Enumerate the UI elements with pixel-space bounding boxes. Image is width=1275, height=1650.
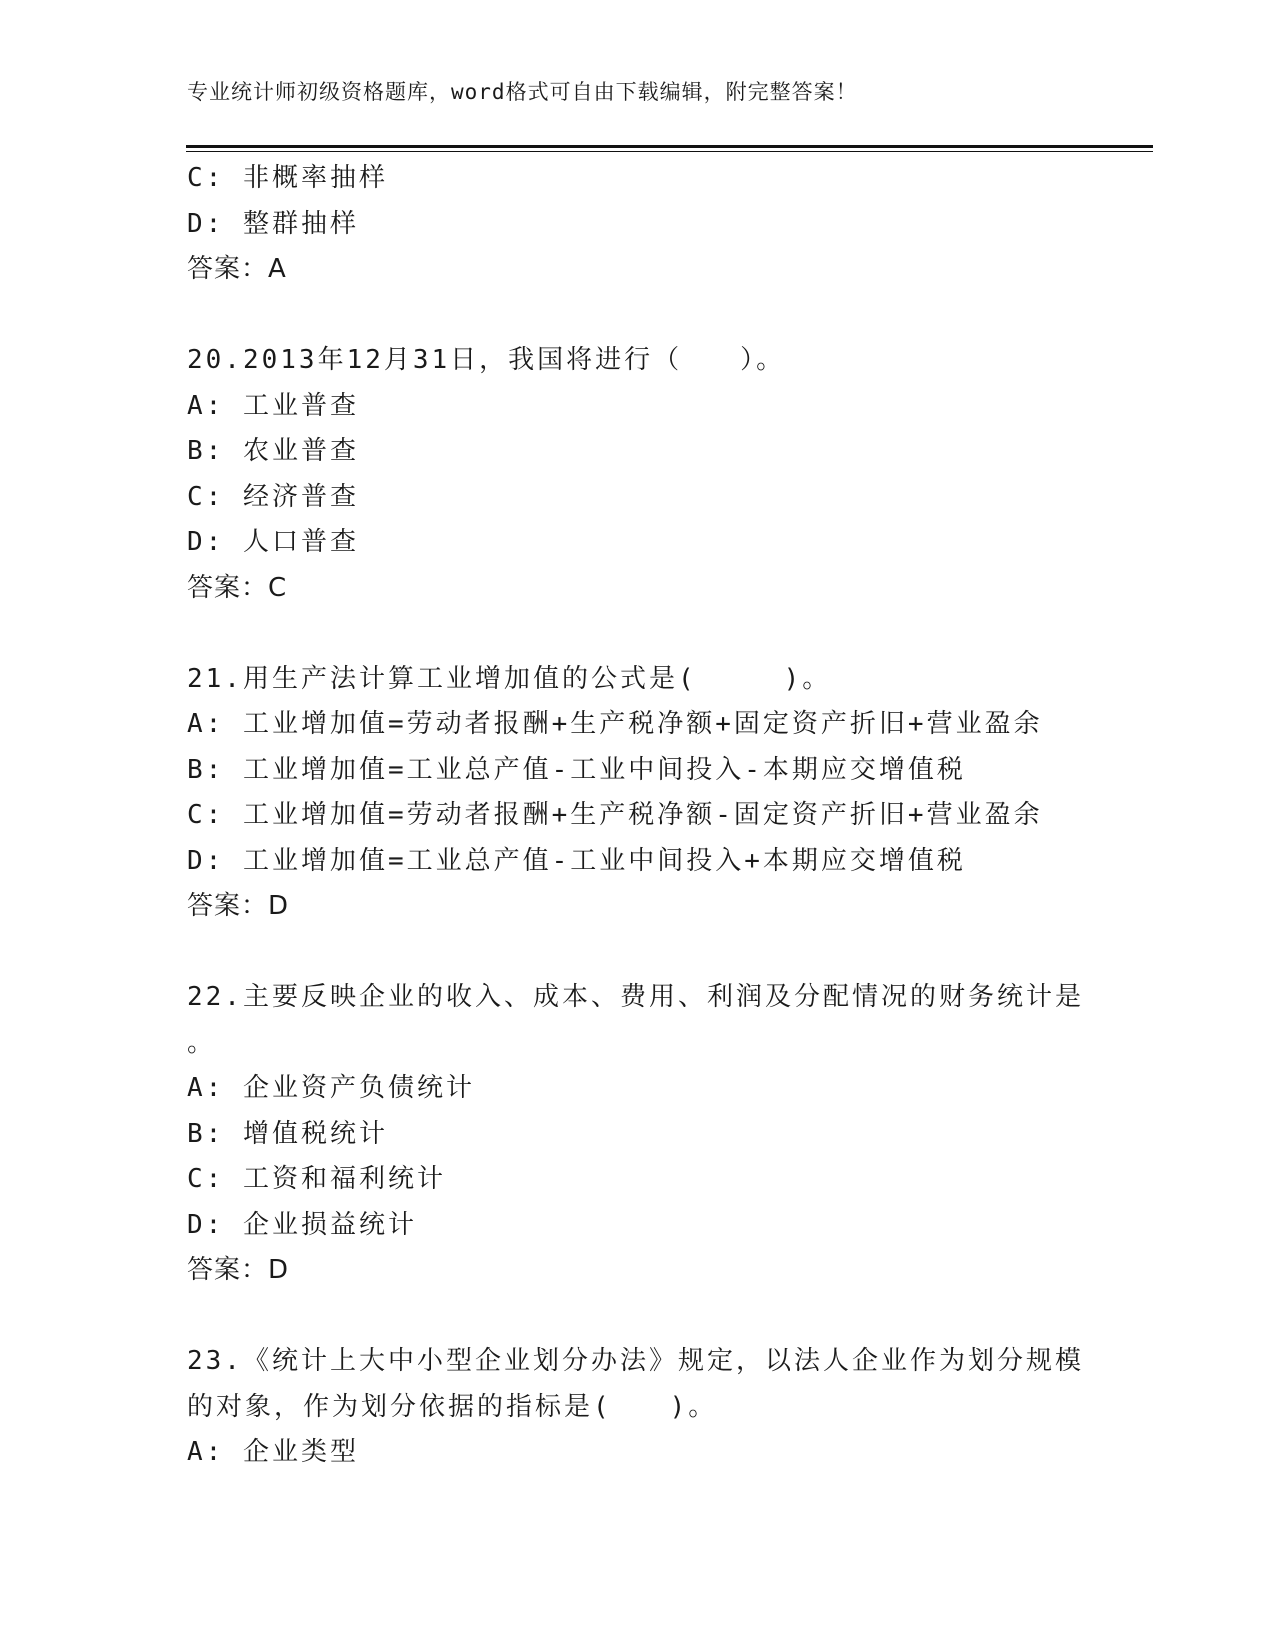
- prev-option-d: D: 整群抽样: [187, 208, 359, 239]
- q22-question-line1: 22.主要反映企业的收入、成本、费用、利润及分配情况的财务统计是: [187, 982, 1084, 1012]
- q22-option-c: C: 工资和福利统计: [187, 1164, 446, 1194]
- q22-option-a: A: 企业资产负债统计: [187, 1073, 475, 1103]
- q20-option-c: C: 经济普查: [187, 481, 359, 512]
- page-header: 专业统计师初级资格题库，word格式可自由下载编辑，附完整答案！: [187, 80, 858, 104]
- q20-answer: 答案：C: [187, 572, 288, 603]
- spacer: [187, 611, 1087, 657]
- q23-option-a: A: 企业类型: [187, 1437, 359, 1467]
- prev-answer: 答案：A: [187, 254, 287, 284]
- q22-option-d: D: 企业损益统计: [187, 1209, 417, 1240]
- q22-option-b: B: 增值税统计: [187, 1118, 388, 1149]
- q20-option-d: D: 人口普查: [187, 527, 359, 557]
- q21-option-d: D: 工业增加值=工业总产值-工业中间投入+本期应交增值税: [187, 845, 966, 876]
- q23-question-line2: 的对象，作为划分依据的指标是( )。: [187, 1391, 718, 1422]
- q20-option-b: B: 农业普查: [187, 436, 359, 466]
- q21-option-c: C: 工业增加值=劳动者报酬+生产税净额-固定资产折旧+营业盈余: [187, 800, 1043, 830]
- q20-option-a: A: 工业普查: [187, 390, 359, 421]
- header-rule-thick: [186, 145, 1153, 148]
- spacer: [187, 1294, 1087, 1340]
- spacer: [187, 293, 1087, 339]
- q21-answer: 答案：D: [187, 891, 290, 921]
- q22-answer: 答案：D: [187, 1255, 290, 1285]
- q22-question-line2: 。: [187, 1027, 217, 1058]
- q21-question: 21.用生产法计算工业增加值的公式是( )。: [187, 663, 832, 694]
- prev-option-c: C: 非概率抽样: [187, 163, 388, 193]
- spacer: [187, 930, 1087, 976]
- question-content: [187, 156, 1087, 1476]
- q23-question-line1: 23.《统计上大中小型企业划分办法》规定，以法人企业作为划分规模: [187, 1346, 1084, 1376]
- header-rule-thin: [186, 151, 1153, 152]
- q21-option-b: B: 工业增加值=工业总产值-工业中间投入-本期应交增值税: [187, 754, 966, 785]
- q21-option-a: A: 工业增加值=劳动者报酬+生产税净额+固定资产折旧+营业盈余: [187, 709, 1043, 739]
- q20-question: 20.2013年12月31日，我国将进行（ ）。: [187, 345, 786, 375]
